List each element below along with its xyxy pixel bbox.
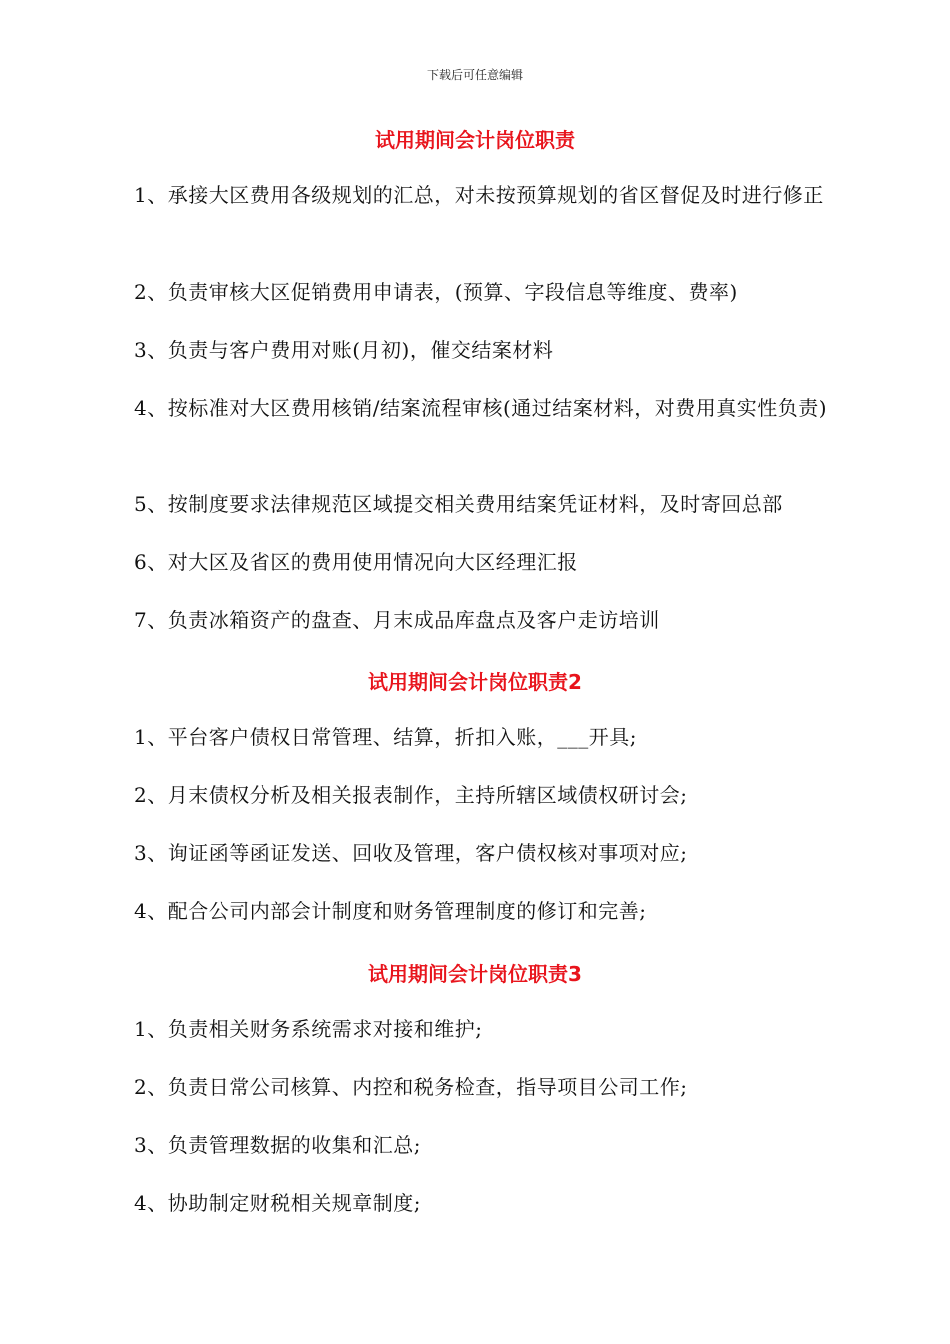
section-1-item-3: 3、负责与客户费用对账(月初)，催交结案材料	[134, 338, 554, 362]
section-1-item-1: 1、承接大区费用各级规划的汇总，对未按预算规划的省区督促及时进行修正	[134, 183, 824, 207]
section-1-item-4: 4、按标准对大区费用核销/结案流程审核(通过结案材料，对费用真实性负责)	[134, 396, 828, 420]
section-1-item-5: 5、按制度要求法律规范区域提交相关费用结案凭证材料，及时寄回总部	[134, 492, 783, 516]
section-2-item-2: 2、月末债权分析及相关报表制作，主持所辖区域债权研讨会;	[134, 783, 688, 807]
section-1-item-6: 6、对大区及省区的费用使用情况向大区经理汇报	[134, 550, 578, 574]
section-title-2: 试用期间会计岗位职责2	[368, 670, 582, 694]
section-2-item-3: 3、询证函等函证发送、回收及管理，客户债权核对事项对应;	[134, 841, 688, 865]
section-2-item-1: 1、平台客户债权日常管理、结算，折扣入账，___开具;	[134, 725, 637, 749]
section-3-item-3: 3、负责管理数据的收集和汇总;	[134, 1133, 421, 1157]
section-title-3: 试用期间会计岗位职责3	[368, 962, 582, 986]
section-3-item-4: 4、协助制定财税相关规章制度;	[134, 1191, 421, 1215]
section-3-item-1: 1、负责相关财务系统需求对接和维护;	[134, 1017, 483, 1041]
section-3-item-2: 2、负责日常公司核算、内控和税务检查，指导项目公司工作;	[134, 1075, 688, 1099]
section-2-item-4: 4、配合公司内部会计制度和财务管理制度的修订和完善;	[134, 899, 647, 923]
header-note: 下载后可任意编辑	[426, 68, 523, 82]
section-1-item-7: 7、负责冰箱资产的盘查、月末成品库盘点及客户走访培训	[134, 608, 660, 632]
section-title-1: 试用期间会计岗位职责	[375, 128, 575, 152]
section-1-item-2: 2、负责审核大区促销费用申请表，(预算、字段信息等维度、费率)	[134, 280, 738, 304]
